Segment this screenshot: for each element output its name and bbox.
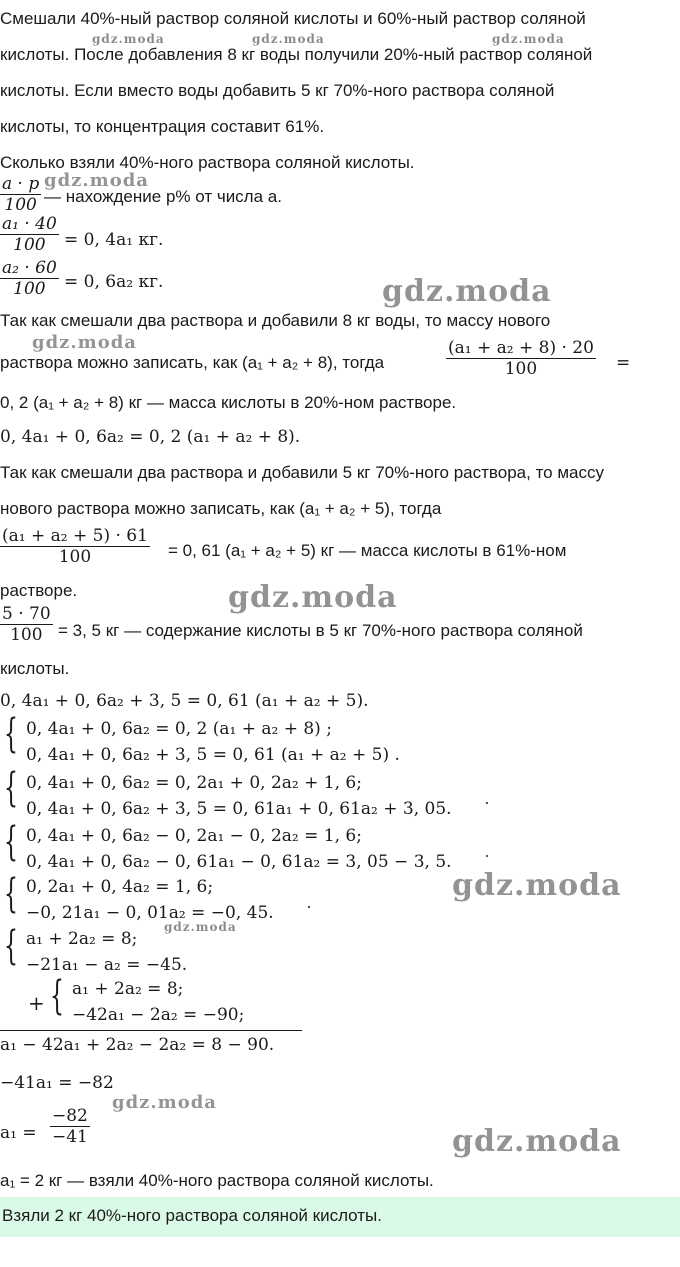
system-brace-5: { [4, 923, 18, 969]
system-5-eq-a: a₁ + 2a₂ = 8; [26, 929, 138, 949]
paragraph-3: 0, 2 (a₁ + a₂ + 8) кг — масса кислоты в 20%-ном растворе. [0, 393, 457, 412]
paragraph-5: нового раствора можно записать, как (a₁ + a₂ + 5), тогда [0, 499, 442, 518]
system-1-eq-a: 0, 4a₁ + 0, 6a₂ = 0, 2 (a₁ + a₂ + 8) ; [26, 719, 332, 739]
watermark-logo: gdz.moda [44, 170, 149, 191]
fraction-ap-100: $\frac{a \cdot p}{100}$ [2, 174, 40, 215]
system-brace-3: { [4, 819, 18, 865]
system-6-eq-a: a₁ + 2a₂ = 8; [72, 979, 184, 999]
watermark-logo: gdz.moda [228, 580, 398, 615]
watermark-logo: gdz.moda [164, 920, 237, 934]
watermark-logo: gdz.moda [112, 1092, 217, 1113]
answer-box [0, 1197, 680, 1237]
problem-line-1: Смешали 40%-ный раствор соляной кислоты и 60%-ный раствор соляной [0, 9, 586, 28]
fraction-1-text: — нахождение p% от числа a. [44, 187, 282, 206]
system-2-eq-b: 0, 4a₁ + 0, 6a₂ + 3, 5 = 0, 61a₁ + 0, 61a₂ + 3, 05. [26, 799, 452, 819]
equation-2: 0, 4a₁ + 0, 6a₂ + 3, 5 = 0, 61 (a₁ + a₂ + 5). [0, 691, 369, 711]
system-3-eq-a: 0, 4a₁ + 0, 6a₂ − 0, 2a₁ − 0, 2a₂ = 1, 6; [26, 826, 362, 846]
equation-4-lhs: a₁ = [0, 1123, 37, 1143]
problem-line-2: кислоты. После добавления 8 кг воды получили 20%-ный раствор соляной [0, 45, 593, 64]
system-4-eq-b: −0, 21a₁ − 0, 01a₂ = −0, 45. [26, 903, 274, 923]
stray-dot [486, 855, 488, 857]
answer-text: Взяли 2 кг 40%-ного раствора соляной кислоты. [2, 1206, 382, 1225]
paragraph-7: кислоты. [0, 659, 70, 678]
equation-3: −41a₁ = −82 [0, 1073, 114, 1093]
paragraph-6: растворе. [0, 581, 78, 600]
question-line: Сколько взяли 40%-ного раствора соляной кислоты. [0, 153, 415, 172]
fraction-a1-40: $\frac{\text{a₁ · 40}}{100}$ [2, 214, 57, 255]
result-line: a₁ = 2 кг — взяли 40%-ного раствора соляной кислоты. [0, 1171, 434, 1190]
system-1-eq-b: 0, 4a₁ + 0, 6a₂ + 3, 5 = 0, 61 (a₁ + a₂ + 5) . [26, 745, 400, 765]
fraction-6-text: = 3, 5 кг — содержание кислоты в 5 кг 70%-ного раствора соляной [58, 621, 583, 640]
equals-sign: = [616, 353, 631, 373]
watermark-logo: gdz.moda [32, 332, 137, 353]
system-2-eq-a: 0, 4a₁ + 0, 6a₂ = 0, 2a₁ + 0, 2a₂ + 1, 6; [26, 773, 362, 793]
problem-line-4: кислоты, то концентрация составит 61%. [0, 117, 325, 136]
system-5-eq-b: −21a₁ − a₂ = −45. [26, 955, 188, 975]
fraction-sum5-61: $\frac{\text{(a₁ + a₂ + 5) · 61}}{100}$ [2, 526, 148, 567]
fraction-a2-60: $\frac{\text{a₂ · 60}}{100}$ [2, 258, 57, 299]
watermark-logo: gdz.moda [452, 868, 622, 903]
system-6-eq-b: −42a₁ − 2a₂ = −90; [72, 1005, 245, 1025]
stray-dot [308, 906, 310, 908]
plus-sign: + [28, 991, 45, 1015]
equation-1: 0, 4a₁ + 0, 6a₂ = 0, 2 (a₁ + a₂ + 8). [0, 427, 301, 447]
fraction-5-text: = 0, 61 (a₁ + a₂ + 5) кг — масса кислоты в 61%-ном [168, 541, 567, 560]
watermark-logo: gdz.moda [452, 1124, 622, 1159]
system-brace-2: { [4, 765, 18, 811]
sum-equation: a₁ − 42a₁ + 2a₂ − 2a₂ = 8 − 90. [0, 1035, 275, 1055]
watermark-logo: gdz.moda [492, 32, 565, 46]
watermark-logo: gdz.moda [382, 274, 552, 309]
system-3-eq-b: 0, 4a₁ + 0, 6a₂ − 0, 61a₁ − 0, 61a₂ = 3, 05 − 3, 5. [26, 852, 452, 872]
system-brace-1: { [4, 711, 18, 757]
watermark-logo: gdz.moda [92, 32, 165, 46]
watermark-logo: gdz.moda [252, 32, 325, 46]
system-4-eq-a: 0, 2a₁ + 0, 4a₂ = 1, 6; [26, 877, 214, 897]
fraction-sum8-20: $\frac{\text{(a₁ + a₂ + 8) · 20}}{100}$ [448, 338, 594, 379]
paragraph-2: раствора можно записать, как (a₁ + a₂ + 8), тогда [0, 353, 385, 372]
paragraph-1: Так как смешали два раствора и добавили 8 кг воды, то массу нового [0, 311, 551, 330]
fraction-3-result: = 0, 6a₂ кг. [64, 272, 164, 292]
fraction-2-result: = 0, 4a₁ кг. [64, 230, 164, 250]
fraction-82-41: $\frac{-82}{-41}$ [52, 1106, 88, 1147]
problem-line-3: кислоты. Если вместо воды добавить 5 кг 70%-ного раствора соляной [0, 81, 555, 100]
system-brace-6: { [50, 973, 64, 1019]
system-brace-4: { [4, 871, 18, 917]
stray-dot [486, 802, 488, 804]
paragraph-4: Так как смешали два раствора и добавили 5 кг 70%-ного раствора, то массу [0, 463, 604, 482]
fraction-5-70: $\frac{5 \cdot 70}{100}$ [2, 604, 51, 645]
sum-divider-line [0, 1030, 302, 1031]
